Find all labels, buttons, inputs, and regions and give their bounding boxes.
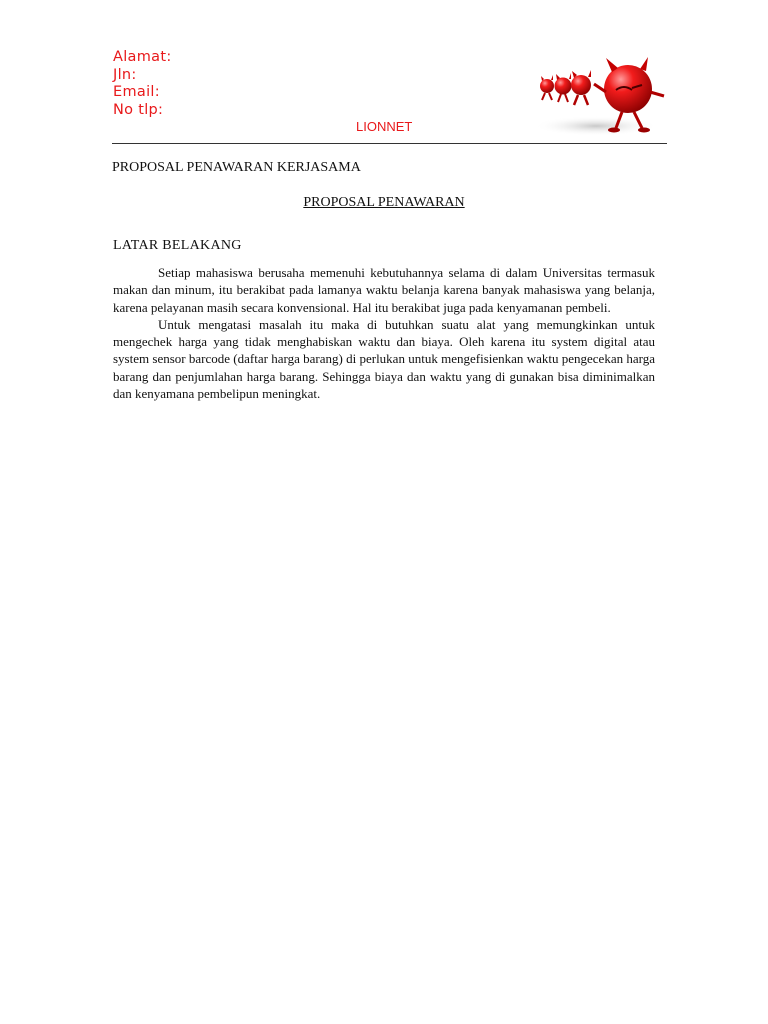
header-divider [112,143,667,144]
company-name: LIONNET [356,119,413,134]
red-devil-balls-logo-icon [536,44,670,140]
paragraph: Untuk mengatasi masalah itu maka di butuhkan suatu alat yang memungkinkan untuk mengechek harga yang tidak menghabiskan waktu dan biaya. Oleh karena itu system digital atau system sensor barcode (daftar harga barang) di perlukan untuk mengefisienkan waktu pengecekan harga barang dan penjumlahan harga barang. Sehingga biaya dan waktu yang di gunakan bisa diminimalkan dan kenyamana pembelipun meningkat. [113,316,655,402]
contact-block [113,49,172,119]
paragraph: Setiap mahasiswa berusaha memenuhi kebutuhannya selama di dalam Universitas termasuk makan dan minum, itu berakibat pada lamanya waktu belanja karena banyak mahasiswa yang belanja, karena pelayanan masih secara konvensional. Hal itu berakibat juga pada kenyamanan pembeli. [113,265,655,315]
address-label: Alamat: [113,49,172,65]
document-title: PROPOSAL PENAWARAN KERJASAMA [112,160,361,175]
section-heading: LATAR BELAKANG [113,238,242,253]
body-text [113,264,655,402]
email-label: Email: [113,84,160,100]
document-subtitle: PROPOSAL PENAWARAN [303,195,465,210]
street-label: Jln: [113,66,137,83]
phone-label: No tlp: [113,101,164,118]
